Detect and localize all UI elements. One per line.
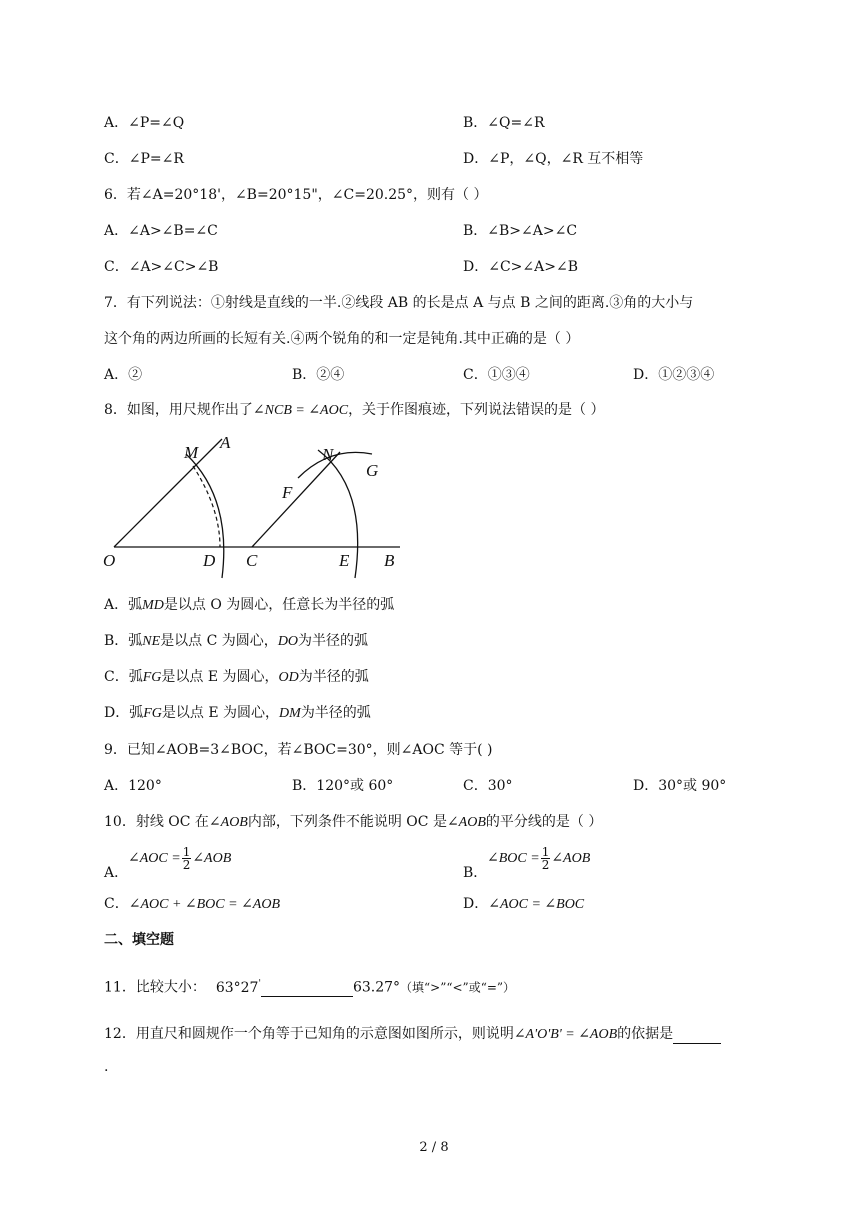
q10-option-a-label: A． bbox=[104, 865, 129, 881]
label-b: B bbox=[384, 551, 395, 570]
q8-option-d-radius: DM bbox=[279, 706, 301, 721]
q10-option-d-label: D． bbox=[463, 896, 489, 912]
q7-option-c: C．①③④ bbox=[463, 367, 530, 383]
q8-stem bbox=[104, 401, 605, 420]
q8-option-c-radius: OD bbox=[278, 670, 299, 685]
q11-left-prime: ' bbox=[258, 979, 261, 989]
q11-answer-blank[interactable] bbox=[261, 996, 353, 997]
q8-option-b-arc: NE bbox=[142, 634, 161, 649]
q8-option-d bbox=[104, 704, 371, 723]
q12-stem-pre: 12．用直尺和圆规作一个角等于已知角的示意图如图所示，则说明 bbox=[104, 1026, 514, 1042]
q10-option-d-math: ∠AOC = ∠BOC bbox=[488, 897, 585, 912]
q9-option-d: D．30°或 90° bbox=[633, 778, 727, 794]
q8-option-c-post: 为半径的弧 bbox=[298, 669, 369, 685]
q8-option-a bbox=[104, 596, 394, 615]
q10-stem bbox=[104, 813, 602, 832]
q10-option-d bbox=[463, 895, 584, 914]
q6-option-d: D．∠C>∠A>∠B bbox=[463, 259, 578, 275]
q6-stem: 6．若∠A=20°18'，∠B=20°15"，∠C=20.25°，则有（ ） bbox=[104, 187, 488, 203]
q12-math: ∠A'O'B' = ∠AOB bbox=[513, 1027, 618, 1042]
q12-stem-post: 的依据是 bbox=[617, 1026, 674, 1042]
q5-option-c: C．∠P=∠R bbox=[104, 151, 184, 167]
q8-option-a-arc: MD bbox=[142, 598, 164, 613]
q7-option-b: B．②④ bbox=[292, 367, 345, 383]
arc-fg bbox=[298, 452, 372, 478]
q8-option-a-post: 是以点 O 为圆心，任意长为半径的弧 bbox=[163, 597, 395, 613]
q8-stem-pre: 8．如图，用尺规作出了 bbox=[104, 402, 253, 418]
q8-option-b bbox=[104, 632, 368, 651]
q8-stem-math: ∠NCB = ∠AOC bbox=[252, 403, 349, 418]
chord-md-dashed bbox=[193, 466, 220, 547]
q12-end-period: . bbox=[104, 1059, 109, 1075]
q8-option-c-pre: C．弧 bbox=[104, 669, 143, 685]
q5-option-b: B．∠Q=∠R bbox=[463, 115, 545, 131]
q7-stem-line1: 7．有下列说法：①射线是直线的一半.②线段 AB 的长是点 A 与点 B 之间的距离.③角的大小与 bbox=[104, 295, 694, 311]
q10-option-b-fraction bbox=[541, 846, 551, 871]
q10-option-a-rhs: ∠AOB bbox=[192, 851, 232, 866]
q8-option-c bbox=[104, 668, 369, 687]
label-n: N bbox=[322, 445, 334, 464]
q10-option-c bbox=[104, 895, 280, 914]
q10-option-b-label: B． bbox=[463, 865, 488, 881]
q12-answer-blank[interactable] bbox=[673, 1043, 721, 1044]
q6-option-b: B．∠B>∠A>∠C bbox=[463, 223, 578, 239]
q10-option-a-lhs: ∠AOC = bbox=[128, 851, 181, 866]
q9-option-c: C．30° bbox=[463, 778, 513, 794]
label-e: E bbox=[339, 551, 350, 570]
q8-option-d-pre: D．弧 bbox=[104, 705, 144, 721]
q11-stem bbox=[104, 975, 515, 997]
label-m: M bbox=[184, 443, 199, 462]
q8-option-d-post: 为半径的弧 bbox=[300, 705, 371, 721]
q7-option-a: A．② bbox=[104, 367, 143, 383]
label-c: C bbox=[246, 551, 258, 570]
q12-stem bbox=[104, 1025, 721, 1044]
q9-option-b: B．120°或 60° bbox=[292, 778, 394, 794]
q8-option-b-radius: DO bbox=[277, 634, 299, 649]
q10-stem-mid: 内部，下列条件不能说明 OC 是 bbox=[247, 814, 447, 830]
q7-stem-line2: 这个角的两边所画的长短有关.④两个锐角的和一定是钝角.其中正确的是（ ） bbox=[104, 331, 580, 347]
q10-option-b-rhs: ∠AOB bbox=[551, 851, 591, 866]
q6-option-a: A．∠A>∠B=∠C bbox=[104, 223, 218, 239]
q10-option-c-math: ∠AOC + ∠BOC = ∠AOB bbox=[128, 897, 281, 912]
q8-option-b-post: 为半径的弧 bbox=[298, 633, 369, 649]
q8-option-b-pre: B．弧 bbox=[104, 633, 143, 649]
label-a: A bbox=[220, 433, 231, 452]
label-g: G bbox=[366, 461, 379, 480]
q10-option-b bbox=[487, 844, 590, 873]
q11-left-value: 63°27 bbox=[215, 979, 259, 996]
section-title-fill-in: 二、填空题 bbox=[104, 932, 174, 948]
q7-option-d: D．①②③④ bbox=[633, 367, 715, 383]
q8-option-d-mid: 是以点 E 为圆心， bbox=[161, 705, 280, 721]
q10-stem-post: 的平分线的是（ ） bbox=[485, 814, 603, 830]
q6-option-c: C．∠A>∠C>∠B bbox=[104, 259, 219, 275]
q10-stem-pre: 10．射线 OC 在 bbox=[104, 814, 209, 830]
q11-hint: （填“>”“<”或“=”） bbox=[400, 980, 516, 995]
q10-stem-math2: ∠AOB bbox=[446, 815, 486, 830]
q10-option-c-label: C． bbox=[104, 896, 129, 912]
q5-option-a: A．∠P=∠Q bbox=[104, 115, 185, 131]
q10-option-a-num: 1 bbox=[182, 844, 191, 859]
q8-stem-post: ，关于作图痕迹，下列说法错误的是（ ） bbox=[348, 402, 605, 418]
q10-option-b-num: 1 bbox=[541, 844, 550, 859]
label-d: D bbox=[203, 551, 216, 570]
q5-option-d: D．∠P，∠Q，∠R 互不相等 bbox=[463, 151, 644, 167]
q10-option-a bbox=[128, 844, 231, 873]
q8-option-a-pre: A．弧 bbox=[104, 597, 143, 613]
q8-figure bbox=[100, 428, 410, 580]
q10-option-b-den: 2 bbox=[541, 857, 550, 872]
q8-option-b-mid: 是以点 C 为圆心， bbox=[160, 633, 278, 649]
q10-stem-math1: ∠AOB bbox=[208, 815, 248, 830]
q8-option-c-mid: 是以点 E 为圆心， bbox=[161, 669, 279, 685]
label-f: F bbox=[282, 483, 293, 502]
ray-cn bbox=[252, 452, 340, 547]
q10-option-b-lhs: ∠BOC = bbox=[487, 851, 540, 866]
q11-right-value: 63.27° bbox=[352, 979, 401, 996]
q10-option-a-fraction bbox=[182, 846, 192, 871]
ray-oa bbox=[114, 439, 222, 547]
q9-option-a: A．120° bbox=[104, 778, 162, 794]
page-number: 2 / 8 bbox=[419, 1140, 449, 1155]
q9-stem: 9．已知∠AOB=3∠BOC，若∠BOC=30°，则∠AOC 等于( ) bbox=[104, 742, 493, 758]
label-o: O bbox=[103, 551, 116, 570]
q8-option-c-arc: FG bbox=[142, 670, 162, 685]
q11-stem-pre: 11．比较大小： bbox=[104, 979, 206, 996]
q10-option-a-den: 2 bbox=[182, 857, 191, 872]
q8-option-d-arc: FG bbox=[143, 706, 162, 721]
